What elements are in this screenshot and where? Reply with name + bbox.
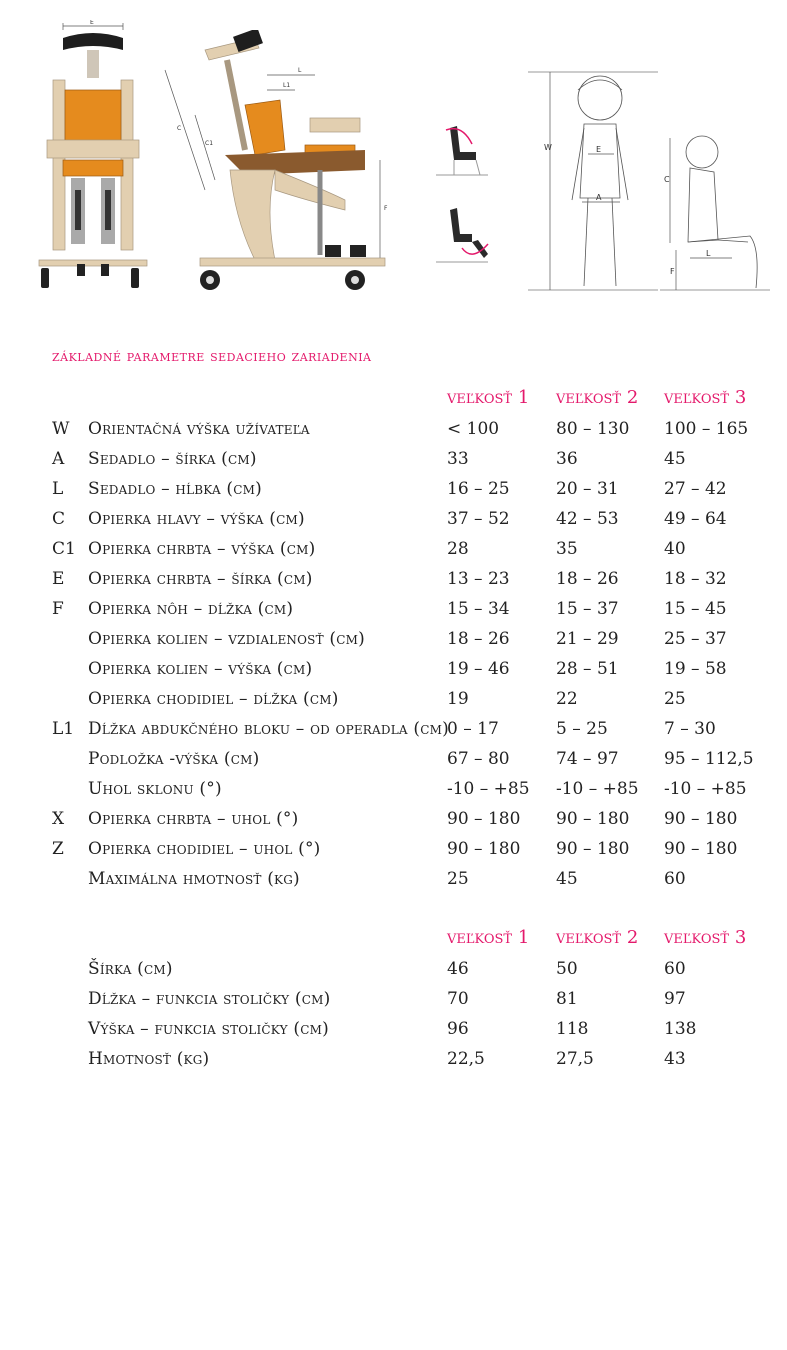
value-size-1: 15 – 34 [447,599,510,619]
table-row [0,714,787,744]
value-size-1: 0 – 17 [447,719,499,739]
chair-front-view [35,20,165,290]
table-row [0,414,787,444]
parameter-label: Dĺžka abdukčného bloku – od operadla (cm) [88,719,449,739]
value-size-2: 90 – 180 [556,839,630,859]
value-size-2: 74 – 97 [556,749,619,769]
value-size-3: 43 [664,1049,686,1069]
value-size-3: 60 [664,959,686,979]
value-size-2: 5 – 25 [556,719,608,739]
parameter-label: Opierka kolien – vzdialenosť (cm) [88,629,365,649]
dimension-label: Šírka (cm) [88,959,173,979]
value-size-3: 90 – 180 [664,809,738,829]
parameter-label: Opierka chodidiel – uhol (°) [88,839,321,859]
table-row [0,774,787,804]
value-size-1: 67 – 80 [447,749,510,769]
label-l1-side: L1 [283,82,291,89]
value-size-2: 36 [556,449,578,469]
parameter-label: Podložka -výška (cm) [88,749,260,769]
value-size-1: 33 [447,449,469,469]
label-l-seated: L [706,249,711,258]
parameter-code: E [52,569,65,589]
parameter-label: Opierka chodidiel – dĺžka (cm) [88,689,339,709]
value-size-1: 16 – 25 [447,479,510,499]
column-header: veľkosť 2 [556,387,639,408]
table-header-row [0,383,787,413]
value-size-2: 45 [556,869,578,889]
table-row [0,1044,787,1074]
value-size-3: 97 [664,989,686,1009]
table-row [0,504,787,534]
value-size-1: 90 – 180 [447,809,521,829]
value-size-1: < 100 [447,419,500,439]
value-size-2: 18 – 26 [556,569,619,589]
value-size-1: 70 [447,989,469,1009]
value-size-2: 80 – 130 [556,419,630,439]
table-row [0,444,787,474]
table-row [0,564,787,594]
value-size-1: 90 – 180 [447,839,521,859]
table-row [0,804,787,834]
value-size-3: 60 [664,869,686,889]
parameter-code: L [52,479,64,499]
value-size-1: 96 [447,1019,469,1039]
parameter-label: Opierka chrbta – uhol (°) [88,809,299,829]
parameter-label: Opierka hlavy – výška (cm) [88,509,305,529]
table-row [0,744,787,774]
value-size-3: 25 [664,689,686,709]
table-row [0,474,787,504]
column-header: veľkosť 3 [664,927,747,948]
value-size-1: 19 – 46 [447,659,510,679]
parameter-label: Maximálna hmotnosť (kg) [88,869,300,889]
label-e-front: E [90,20,94,26]
label-c-side: C [177,125,182,132]
standing-child-measure [528,68,658,298]
table-row [0,654,787,684]
value-size-3: -10 – +85 [664,779,747,799]
seated-child-measure [660,128,770,298]
value-size-3: 18 – 32 [664,569,727,589]
value-size-3: 25 – 37 [664,629,727,649]
table-row [0,864,787,894]
backrest-angle-icon [432,120,492,190]
parameter-label: Sedadlo – šírka (cm) [88,449,257,469]
parameter-code: Z [52,839,64,859]
value-size-2: 50 [556,959,578,979]
value-size-3: 90 – 180 [664,839,738,859]
parameter-label: Opierka kolien – výška (cm) [88,659,313,679]
chair-side-view [155,30,405,300]
table-row [0,594,787,624]
column-header: veľkosť 2 [556,927,639,948]
value-size-2: -10 – +85 [556,779,639,799]
label-c-seated: C [664,175,670,184]
label-f-seated: F [670,267,675,276]
value-size-1: 28 [447,539,469,559]
value-size-3: 95 – 112,5 [664,749,754,769]
table-row [0,1014,787,1044]
parameter-label: Orientačná výška užívateľa [88,419,310,439]
table-row [0,684,787,714]
value-size-2: 42 – 53 [556,509,619,529]
value-size-2: 21 – 29 [556,629,619,649]
value-size-1: 13 – 23 [447,569,510,589]
value-size-1: 37 – 52 [447,509,510,529]
value-size-2: 22 [556,689,578,709]
parameter-label: Uhol sklonu (°) [88,779,222,799]
parameter-code: X [52,809,65,829]
value-size-2: 20 – 31 [556,479,619,499]
dimension-label: Hmotnosť (kg) [88,1049,210,1069]
value-size-1: 46 [447,959,469,979]
table-row [0,624,787,654]
value-size-3: 45 [664,449,686,469]
value-size-2: 118 [556,1019,589,1039]
parameter-code: C [52,509,66,529]
table-header-row [0,923,787,953]
value-size-3: 7 – 30 [664,719,716,739]
value-size-3: 100 – 165 [664,419,749,439]
table-row [0,954,787,984]
column-header: veľkosť 1 [447,927,530,948]
parameter-label: Opierka chrbta – šírka (cm) [88,569,313,589]
value-size-2: 35 [556,539,578,559]
parameter-label: Opierka nôh – dĺžka (cm) [88,599,294,619]
parameter-label: Sedadlo – hĺbka (cm) [88,479,262,499]
product-illustrations [0,0,787,310]
label-w-child: W [544,143,552,152]
value-size-2: 81 [556,989,578,1009]
value-size-3: 19 – 58 [664,659,727,679]
column-header: veľkosť 1 [447,387,530,408]
label-a-child: A [596,193,602,202]
value-size-1: -10 – +85 [447,779,530,799]
table-row [0,984,787,1014]
parameter-code: C1 [52,539,76,559]
dimension-label: Výška – funkcia stoličky (cm) [88,1019,329,1039]
value-size-1: 25 [447,869,469,889]
parameter-code: L1 [52,719,75,739]
footrest-angle-icon [432,200,492,270]
parameter-code: F [52,599,64,619]
label-f-side: F [384,205,388,212]
value-size-2: 90 – 180 [556,809,630,829]
value-size-3: 15 – 45 [664,599,727,619]
value-size-1: 18 – 26 [447,629,510,649]
parameter-code: W [52,419,70,439]
dimension-label: Dĺžka – funkcia stoličky (cm) [88,989,331,1009]
parameter-label: Opierka chrbta – výška (cm) [88,539,316,559]
value-size-3: 40 [664,539,686,559]
value-size-1: 22,5 [447,1049,485,1069]
column-header: veľkosť 3 [664,387,747,408]
table-row [0,534,787,564]
table-row [0,834,787,864]
value-size-3: 49 – 64 [664,509,727,529]
label-c1-side: C1 [205,140,214,147]
value-size-3: 138 [664,1019,697,1039]
label-l-side: L [298,67,302,74]
parameter-code: A [52,449,65,469]
value-size-3: 27 – 42 [664,479,727,499]
section-title: základné parametre sedacieho zariadenia [52,347,372,365]
value-size-1: 19 [447,689,469,709]
value-size-2: 27,5 [556,1049,594,1069]
value-size-2: 28 – 51 [556,659,619,679]
value-size-2: 15 – 37 [556,599,619,619]
label-e-child: E [596,145,602,154]
